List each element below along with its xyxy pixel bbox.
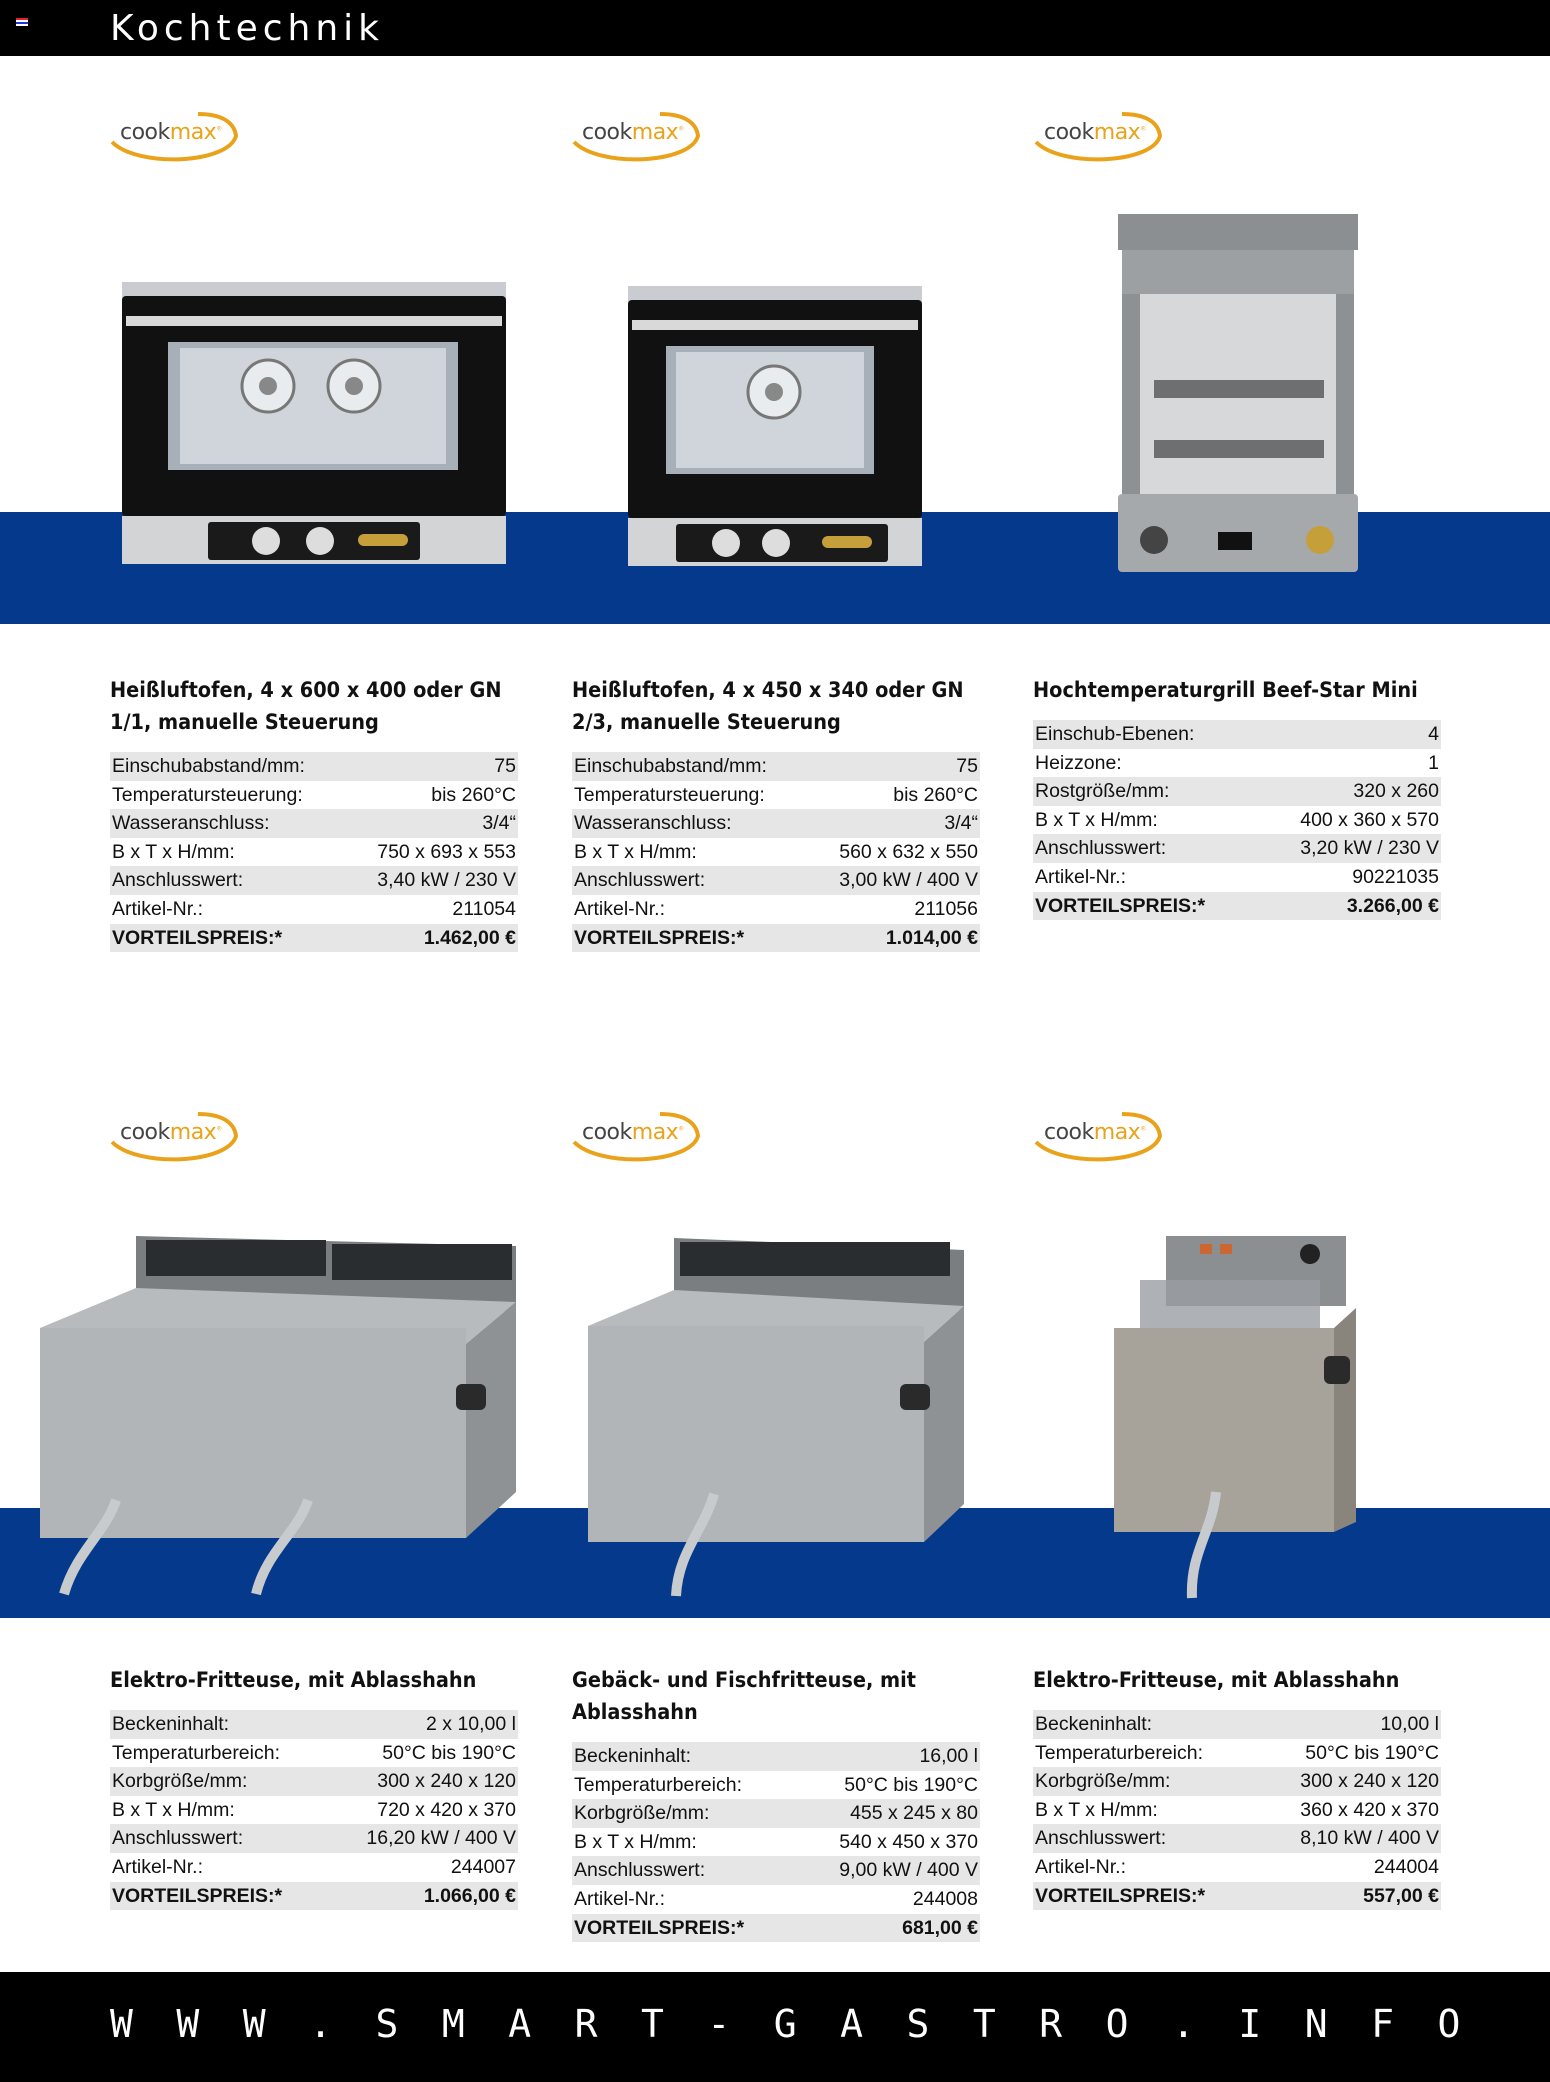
product-title: Heißluftofen, 4 x 450 x 340 oder GN 2/3, manuelle Steuerung bbox=[572, 678, 964, 734]
price-row: VORTEILSPREIS:* 3.266,00 € bbox=[1033, 892, 1441, 921]
price: 557,00 € bbox=[1363, 1884, 1439, 1907]
spec-row: Artikel-Nr.: 211056 bbox=[574, 897, 978, 920]
spec-row: Einschub-Ebenen: 4 bbox=[1033, 720, 1441, 749]
product-card bbox=[572, 674, 980, 952]
spec-table bbox=[572, 1742, 980, 1942]
spec-row: B x T x H/mm: 750 x 693 x 553 bbox=[112, 840, 516, 863]
product-title: Elektro-Fritteuse, mit Ablasshahn bbox=[110, 1668, 477, 1692]
spec-row: Beckeninhalt: 10,00 l bbox=[1033, 1710, 1441, 1739]
flag-icon bbox=[16, 18, 28, 26]
spec-row: Artikel-Nr.: 244008 bbox=[574, 1887, 978, 1910]
spec-row: Rostgröße/mm: 320 x 260 bbox=[1033, 777, 1441, 806]
spec-row: Anschlusswert: 3,00 kW / 400 V bbox=[572, 866, 980, 895]
beef-star-grill-image bbox=[1114, 210, 1362, 578]
product-card bbox=[110, 1664, 518, 1910]
spec-row: Beckeninhalt: 16,00 l bbox=[572, 1742, 980, 1771]
spec-row: Temperaturbereich: 50°C bis 190°C bbox=[574, 1773, 978, 1796]
price-row: VORTEILSPREIS:* 1.014,00 € bbox=[572, 924, 980, 953]
cookmax-logo: cookmax® bbox=[108, 108, 240, 164]
spec-row: Temperaturbereich: 50°C bis 190°C bbox=[1035, 1741, 1439, 1764]
spec-row: B x T x H/mm: 400 x 360 x 570 bbox=[1035, 808, 1439, 831]
single-fryer-image bbox=[1110, 1232, 1360, 1602]
cookmax-logo: cookmax® bbox=[1032, 108, 1164, 164]
double-fryer-image bbox=[36, 1232, 522, 1602]
spec-row: Anschlusswert: 16,20 kW / 400 V bbox=[110, 1824, 518, 1853]
price-row: VORTEILSPREIS:* 681,00 € bbox=[572, 1914, 980, 1943]
header-bar bbox=[0, 0, 1550, 56]
spec-row: Anschlusswert: 8,10 kW / 400 V bbox=[1033, 1824, 1441, 1853]
spec-row: Artikel-Nr.: 90221035 bbox=[1035, 865, 1439, 888]
spec-row: Wasseranschluss: 3/4“ bbox=[110, 809, 518, 838]
product-card bbox=[1033, 674, 1441, 920]
page-title: Kochtechnik bbox=[110, 8, 384, 49]
price: 1.014,00 € bbox=[885, 926, 978, 949]
spec-row: Temperaturbereich: 50°C bis 190°C bbox=[112, 1741, 516, 1764]
spec-row: B x T x H/mm: 360 x 420 x 370 bbox=[1035, 1798, 1439, 1821]
spec-row: B x T x H/mm: 720 x 420 x 370 bbox=[112, 1798, 516, 1821]
spec-table bbox=[1033, 720, 1441, 920]
spec-table bbox=[110, 752, 518, 952]
product-card bbox=[572, 1664, 980, 1942]
price: 3.266,00 € bbox=[1346, 894, 1439, 917]
spec-row: Einschubabstand/mm: 75 bbox=[110, 752, 518, 781]
convection-oven-large-image bbox=[118, 278, 510, 578]
price-row: VORTEILSPREIS:* 1.066,00 € bbox=[110, 1882, 518, 1911]
spec-row: Einschubabstand/mm: 75 bbox=[572, 752, 980, 781]
spec-row: Heizzone: 1 bbox=[1035, 751, 1439, 774]
spec-row: Korbgröße/mm: 455 x 245 x 80 bbox=[572, 1799, 980, 1828]
cookmax-logo: cookmax® bbox=[108, 1108, 240, 1164]
product-card bbox=[110, 674, 518, 952]
spec-table bbox=[572, 752, 980, 952]
price: 681,00 € bbox=[902, 1916, 978, 1939]
spec-row: Anschlusswert: 9,00 kW / 400 V bbox=[572, 1856, 980, 1885]
cookmax-logo: cookmax® bbox=[570, 1108, 702, 1164]
product-title: Heißluftofen, 4 x 600 x 400 oder GN 1/1, manuelle Steuerung bbox=[110, 678, 502, 734]
price-row: VORTEILSPREIS:* 1.462,00 € bbox=[110, 924, 518, 953]
spec-row: Artikel-Nr.: 244004 bbox=[1035, 1855, 1439, 1878]
spec-row: B x T x H/mm: 540 x 450 x 370 bbox=[574, 1830, 978, 1853]
spec-row: Anschlusswert: 3,40 kW / 230 V bbox=[110, 866, 518, 895]
convection-oven-small-image bbox=[624, 282, 926, 578]
spec-row: B x T x H/mm: 560 x 632 x 550 bbox=[574, 840, 978, 863]
spec-row: Beckeninhalt: 2 x 10,00 l bbox=[110, 1710, 518, 1739]
footer-bar bbox=[0, 1972, 1550, 2082]
spec-row: Artikel-Nr.: 244007 bbox=[112, 1855, 516, 1878]
pastry-fish-fryer-image bbox=[584, 1234, 964, 1600]
cookmax-logo: cookmax® bbox=[1032, 1108, 1164, 1164]
spec-row: Korbgröße/mm: 300 x 240 x 120 bbox=[1033, 1767, 1441, 1796]
spec-row: Temperatursteuerung: bis 260°C bbox=[574, 783, 978, 806]
spec-row: Wasseranschluss: 3/4“ bbox=[572, 809, 980, 838]
spec-table bbox=[1033, 1710, 1441, 1910]
product-title: Hochtemperaturgrill Beef-Star Mini bbox=[1033, 678, 1418, 702]
spec-row: Artikel-Nr.: 211054 bbox=[112, 897, 516, 920]
price-row: VORTEILSPREIS:* 557,00 € bbox=[1033, 1882, 1441, 1911]
price: 1.066,00 € bbox=[423, 1884, 516, 1907]
price: 1.462,00 € bbox=[423, 926, 516, 949]
product-title: Elektro-Fritteuse, mit Ablasshahn bbox=[1033, 1668, 1400, 1692]
spec-row: Temperatursteuerung: bis 260°C bbox=[112, 783, 516, 806]
cookmax-logo: cookmax® bbox=[570, 108, 702, 164]
product-title: Gebäck- und Fischfritteuse, mit Ablasshahn bbox=[572, 1668, 917, 1724]
spec-row: Anschlusswert: 3,20 kW / 230 V bbox=[1033, 834, 1441, 863]
product-card bbox=[1033, 1664, 1441, 1910]
website-link[interactable]: WWW.SMART-GASTRO.INFO bbox=[110, 2002, 1504, 2046]
spec-table bbox=[110, 1710, 518, 1910]
spec-row: Korbgröße/mm: 300 x 240 x 120 bbox=[110, 1767, 518, 1796]
